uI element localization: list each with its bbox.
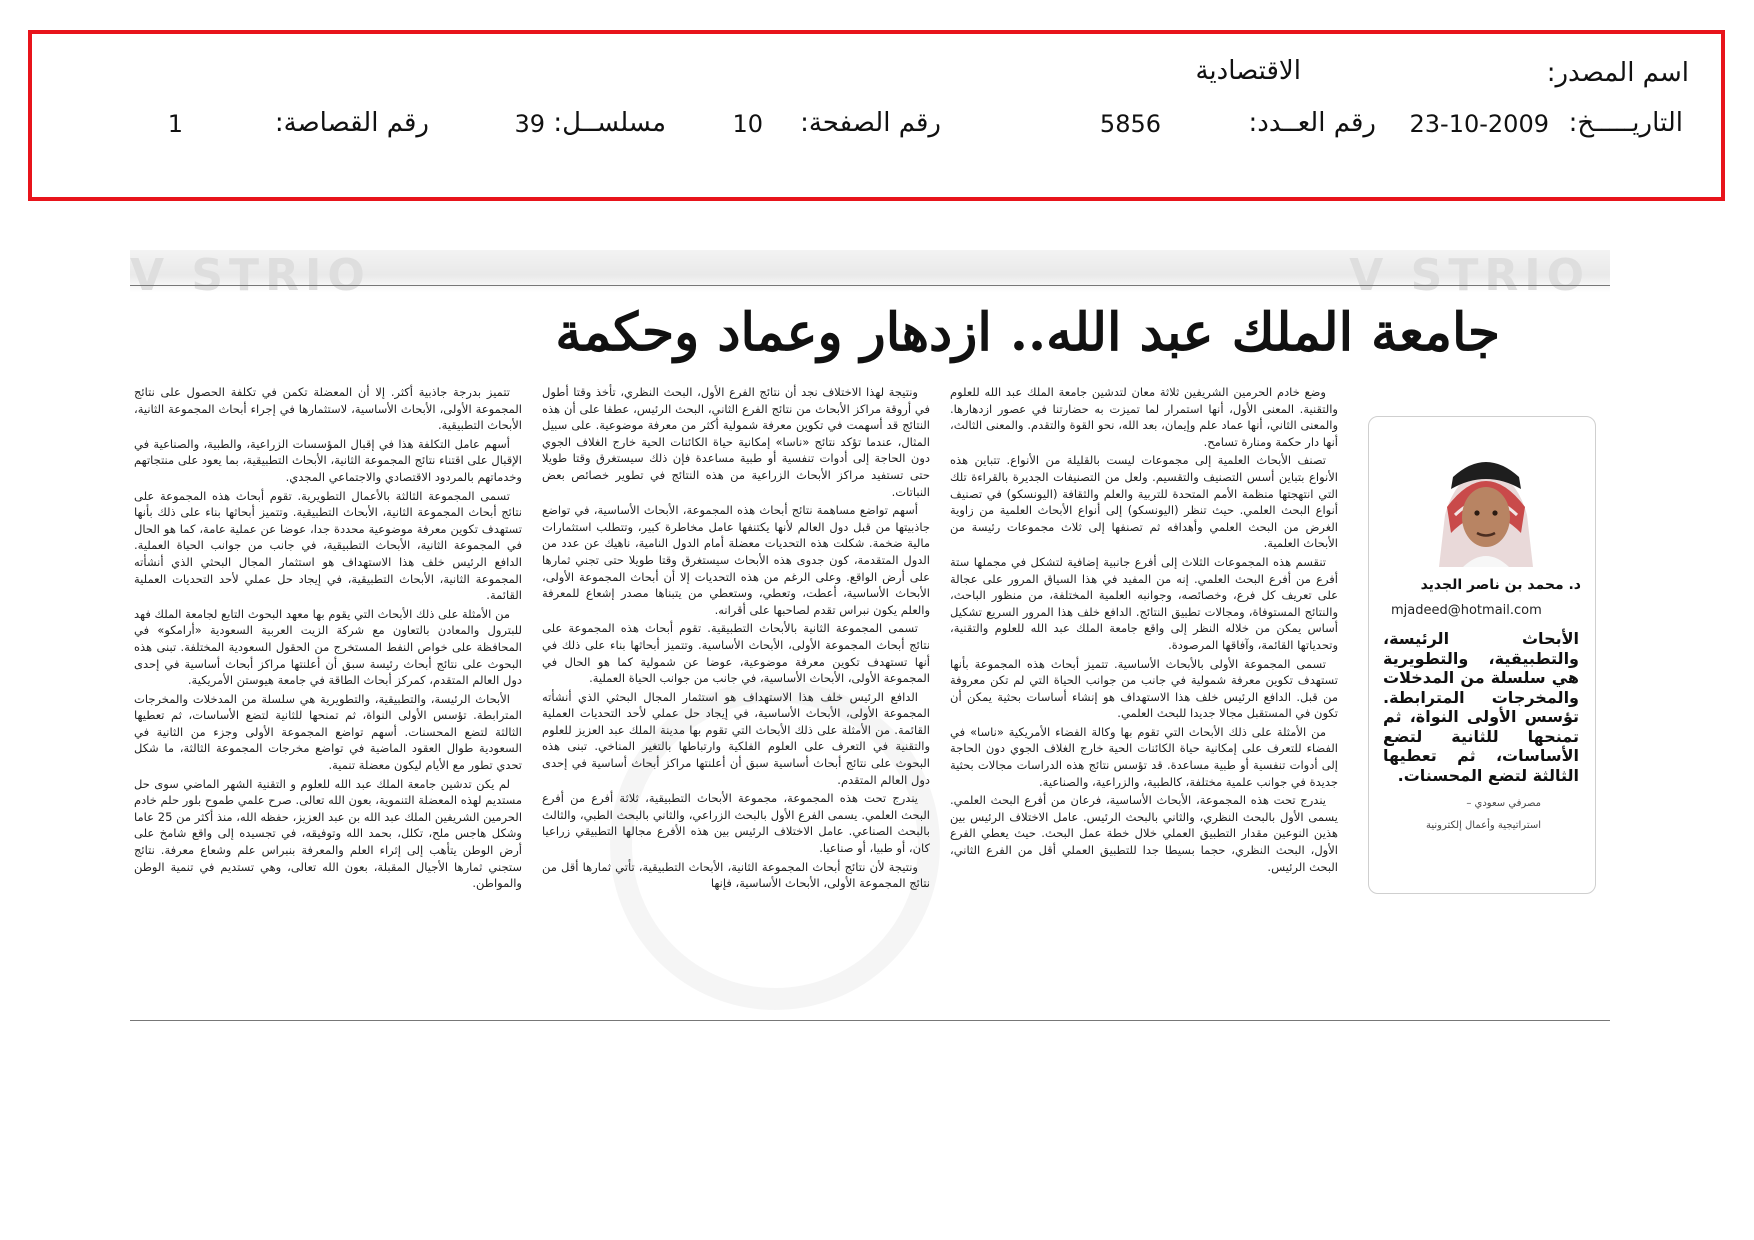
paragraph: من الأمثلة على ذلك الأبحاث التي يقوم بها معهد البحوث التابع لجامعة الملك فهد للبترول والمعادن بالتعاون مع شركة الزيت العربية السعودية «أرامكو» في المحافظة على خواص النفط المستخرج من الحقول السعودية المختلفة. تبنى هذه البحوث على نتائج أبحاث رئيسة سبق أن أعلنتها مراكز أبحاث أساسية في إحدى دول العالم المتقدم، كمركز أبحاث الطاقة في جامعة هيوستن الأمريكية.	[134, 606, 522, 688]
article-column-3	[134, 384, 522, 994]
paragraph: يندرج تحت هذه المجموعة، مجموعة الأبحاث التطبيقية، ثلاثة أفرع من أفرع البحث العلمي. يسمى الفرع الأول بالبحث الزراعي، والثاني بالبحث الطبي، والثالث بالبحث الصناعي. عامل الاختلاف الرئيس بين هذه الأفرع مجالها التطبيقي زراعيا كان، أو طبيا، أو صناعيا.	[542, 791, 930, 856]
article-column-1	[950, 384, 1338, 994]
author-card	[1368, 416, 1596, 894]
author-email: mjadeed@hotmail.com	[1391, 603, 1542, 618]
paragraph: من الأمثلة على ذلك الأبحاث التي تقوم بها وكالة الفضاء الأمريكية «ناسا» في الفضاء للتعرف على إمكانية حياة الكائنات الحية خارج الغلاف الجوي دون الحاجة إلى أدوات تنفسية أو طبية مساعدة. قد تؤسس نتائج هذه الدراسات مجالات بحثية جديدة في جوانب علمية مختلفة، كالطبية، والزراعية، والصناعية.	[950, 724, 1338, 789]
author-title-line-2: استراتيجية وأعمال إلكترونية	[1425, 820, 1541, 831]
author-portrait-icon	[1425, 437, 1547, 567]
author-title-line-1: مصرفي سعودي –	[1466, 798, 1541, 809]
paragraph: الأبحاث الرئيسة، والتطبيقية، والتطويرية هي سلسلة من المدخلات والمخرجات المترابطة. تؤسس الأولى النواة، ثم تمنحها للثانية لتضع الأساسات، ثم تعطيها الثالثة لتضع المحسنات. أسهم تواضع المجموعة الأولى وجزء من الثانية في السعودية طوال العقود الماضية في تواضع مخرجات المجموعة الثالثة، ما شكل تحدي تطور مع الأيام ليكون معضلة تنمية.	[134, 691, 522, 773]
date-label: التاريـــــخ:	[1568, 108, 1683, 138]
watermark-right: V STRIO	[1349, 250, 1590, 301]
paragraph: تسمى المجموعة الثالثة بالأعمال التطويرية. تقوم أبحاث هذه المجموعة على نتائج أبحاث المجموعة الثانية، الأبحاث التطبيقية. وتتميز أبحاثها بناء على ذلك بأنها تستهدف تكوين معرفة موضوعية محددة جدا، عوضا عن عملية عامة، كما هو الحال في المجموعة الثانية، الأبحاث التطبيقية، في جانب من جوانب الحياة العملية. الدافع الرئيس خلف هذا الاستهداف هو استثمار المجال البحثي الذي أنشأته المجموعة الثانية، الأبحاث التطبيقية، في إيجاد حل عملي لأحد التحديات العملية القائمة.	[134, 488, 522, 603]
page-value: 10	[732, 110, 763, 138]
bottom-rule	[130, 1020, 1610, 1021]
paragraph: تصنف الأبحاث العلمية إلى مجموعات ليست بالقليلة من الأنواع. تتباين هذه الأنواع بتباين أسس التصنيف والتقسيم. ولعل من التصنيفات الجديرة بالقراءة تلك التي انتهجتها منظمة الأمم المتحدة للتربية والعلم والثقافة (اليونسكو) في تصنيف أنواع البحث العلمي. حيث تنظر (اليونسكو) إلى أنواع الأبحاث العلمية من زاوية الغرض من البحث العلمي وأهدافه ثم تصنفها إلى ثلاث مجموعات رئيسة من الأبحاث العلمية.	[950, 453, 1338, 551]
paragraph: أسهم عامل التكلفة هذا في إقبال المؤسسات الزراعية، والطبية، والصناعية في الإقبال على اقتناء نتائج المجموعة الثانية، الأبحاث التطبيقية، بما يعود على منتجاتهم وخدماتهم بالمردود الاقتصادي والاجتماعي المجدي.	[134, 436, 522, 484]
clip-value: 1	[167, 110, 183, 138]
date-value: 23-10-2009	[1409, 110, 1549, 138]
watermark-left: V STRIO	[130, 250, 371, 301]
paragraph: تسمى المجموعة الثانية بالأبحاث التطبيقية. تقوم أبحاث هذه المجموعة على نتائج أبحاث المجموعة الأولى، الأبحاث الأساسية. وتتميز أبحاثها بناء على ذلك في أنها تستهدف تكوين معرفة موضوعية، عوضا عن شمولية كما هو الحال في المجموعة الأولى، الأبحاث الأساسية، في جانب من جوانب الحياة العملية.	[542, 621, 930, 686]
top-rule	[130, 285, 1610, 286]
paragraph: أسهم تواضع مساهمة نتائج أبحاث هذه المجموعة، الأبحاث الأساسية، في تواضع جاذبيتها من قبل دول العالم لأنها يكتنفها عامل مخاطرة كبير، وتتطلب استثمارات مالية ضخمة. شكلت هذه التحديات معضلة أمام الدول النامية، ناهيك عن عدد من الدول المتقدمة، كون جدوى هذه الأبحاث سيستغرق وقتا طويلا حتى تجني ثمارها على أرض الواقع. وعلى الرغم من هذه التحديات إلا أن أبحاث المجموعة الأولى، الأبحاث الأساسية، أعطت، وتعطي، وستعطي من يتبناها مصدر إشعاع للمعرفة والعلم يكون نبراس تقدم لصاحبها على أقرانه.	[542, 503, 930, 617]
issue-value: 5856	[1099, 110, 1161, 138]
source-label: اسم المصدر:	[1546, 58, 1689, 88]
newspaper-article	[130, 250, 1610, 1030]
page-label: رقم الصفحة:	[800, 108, 941, 138]
author-photo	[1425, 437, 1547, 567]
paragraph: يندرج تحت هذه المجموعة، الأبحاث الأساسية، فرعان من أفرع البحث العلمي. يسمى الأول بالبحث النظري، والثاني بالبحث الرئيس. عامل الاختلاف الرئيس بين هذين النوعين مقدار التطبيق العملي خلال خطة عمل البحث. حيث يعطي الفرع الأول، البحث النظري، حجما بسيطا جدا للتطبيق العملي أقل من الفرع الثاني، البحث الرئيس.	[950, 793, 1338, 874]
pull-quote: الأبحاث الرئيسة، والتطبيقية، والتطويرية هي سلسلة من المدخلات والمخرجات المترابطة. تؤسس الأولى النواة، ثم تمنحها للثانية لتضع الأساسات، ثم تعطيها الثالثة لتضع المحسنات.	[1383, 629, 1579, 785]
clipping-metadata-box	[28, 30, 1725, 201]
article-headline: جامعة الملك عبد الله.. ازدهار وعماد وحكمة	[555, 302, 1500, 363]
paragraph: تتميز بدرجة جاذبية أكثر. إلا أن المعضلة تكمن في تكلفة الحصول على نتائج المجموعة الأولى، الأبحاث الأساسية، لاستثمارها في إجراء أبحاث المجموعة الثانية، الأبحاث التطبيقية.	[134, 385, 522, 433]
source-value: الاقتصادية	[1195, 56, 1301, 86]
article-column-2	[542, 384, 930, 994]
paragraph: تسمى المجموعة الأولى بالأبحاث الأساسية. تتميز أبحاث هذه المجموعة بأنها تستهدف تكوين معرفة شمولية في جانب من جوانب الحياة التي لم تكن معروفة من قبل. الدافع الرئيس خلف هذا الاستهداف هو إنشاء أساسات بحثية يمكن أن تكون في المستقبل مجالا جديدا للبحث العلمي.	[950, 656, 1338, 721]
paragraph: تنقسم هذه المجموعات الثلاث إلى أفرع جانبية إضافية لتشكل في مجملها ستة أفرع من أفرع البحث العلمي. إنه من المفيد في هذا السياق المرور على عجالة على تعريف كل فرع، وخصائصه، وجوانبه العلمية المختلفة، من منظور الباحث، والنتائج المستوفاة، ومجالات تطبيق النتائج. الدافع خلف هذا المرور السريع تشكيل أساس يمكن من خلاله النظر إلى واقع جامعة الملك عبد الله للعلوم والتقنية، وتحدياتها القائمة، وآفاقها المرصودة.	[950, 554, 1338, 652]
serial-label: مسلســل:	[553, 108, 666, 138]
serial-value: 39	[514, 110, 545, 138]
author-title	[1381, 793, 1541, 837]
issue-label: رقم العــدد:	[1248, 108, 1376, 138]
paragraph: الدافع الرئيس خلف هذا الاستهداف هو استثمار المجال البحثي الذي أنشأته المجموعة الأولى، الأبحاث الأساسية، في إيجاد حل عملي لأحد التحديات العملية القائمة. من الأمثلة على ذلك الأبحاث التي تقوم بها مدينة الملك عبد العزيز للعلوم والتقنية في التعرف على العلوم الفلكية وارتباطها بالتغير المناخي. تبنى هذه البحوث على نتائج أبحاث أساسية سبق أن أعلنتها مراكز أبحاث أساسية في إحدى دول العالم المتقدم.	[542, 689, 930, 787]
author-name: د. محمد بن ناصر الجديد	[1420, 577, 1581, 593]
paragraph: ونتيجة لهذا الاختلاف نجد أن نتائج الفرع الأول، البحث النظري، تأخذ وقتا أطول في أروقة مراكز الأبحاث من نتائج الفرع الثاني، البحث الرئيس، عطفا على أن هذه النتائج قد أسهمت في تكوين معرفة شمولية أكثر من معرفة موضوعية. على سبيل المثال، عندما تؤكد نتائج «ناسا» إمكانية حياة الكائنات الحية خارج الغلاف الجوي دون الحاجة إلى أدوات تنفسية أو طبية مساعدة فإن ذلك سيستغرق وقتا طويلا حتى تستفيد مراكز الأبحاث الزراعية من هذه النتائج في تطوير خصائص بعض النباتات.	[542, 385, 930, 499]
paragraph: وضع خادم الحرمين الشريفين ثلاثة معان لتدشين جامعة الملك عبد الله للعلوم والتقنية. المعنى الأول، أنها استمرار لما تميزت به حضارتنا في عصور ازدهارها. والمعنى الثاني، أنها عماد علم وإيمان، بعد الله، نحو القوة والتقدم. والمعنى الثالث، أنها دار حكمة ومنارة تسامح.	[950, 385, 1338, 449]
paragraph: لم يكن تدشين جامعة الملك عبد الله للعلوم و التقنية الشهر الماضي سوى حل مستديم لهذه المعضلة التنموية، بعون الله تعالى. صرح علمي طموح بلور حلم خادم الحرمين الشريفين الملك عبد الله بن عبد العزيز، حفظه الله، منذ أكثر من 25 عاما وشكل هاجس ملح، تكلل، بحمد الله وتوفيقه، في تجسيده إلى واقع شامخ على أرض الوطن يتأهب إلى إثراء العلم والمعرفة بنبراس علم وشعاع معرفة. نتائج ستجني ثمارها الأجيال المقبلة، بعون الله تعالى، وهي تستديم في تنمية الوطن والمواطن.	[134, 776, 522, 891]
paragraph: ونتيجة لأن نتائج أبحاث المجموعة الثانية، الأبحاث التطبيقية، تأتي ثمارها أقل من نتائج المجموعة الأولى، الأبحاث الأساسية، فإنها	[542, 859, 930, 891]
clip-label: رقم القصاصة:	[274, 108, 429, 138]
